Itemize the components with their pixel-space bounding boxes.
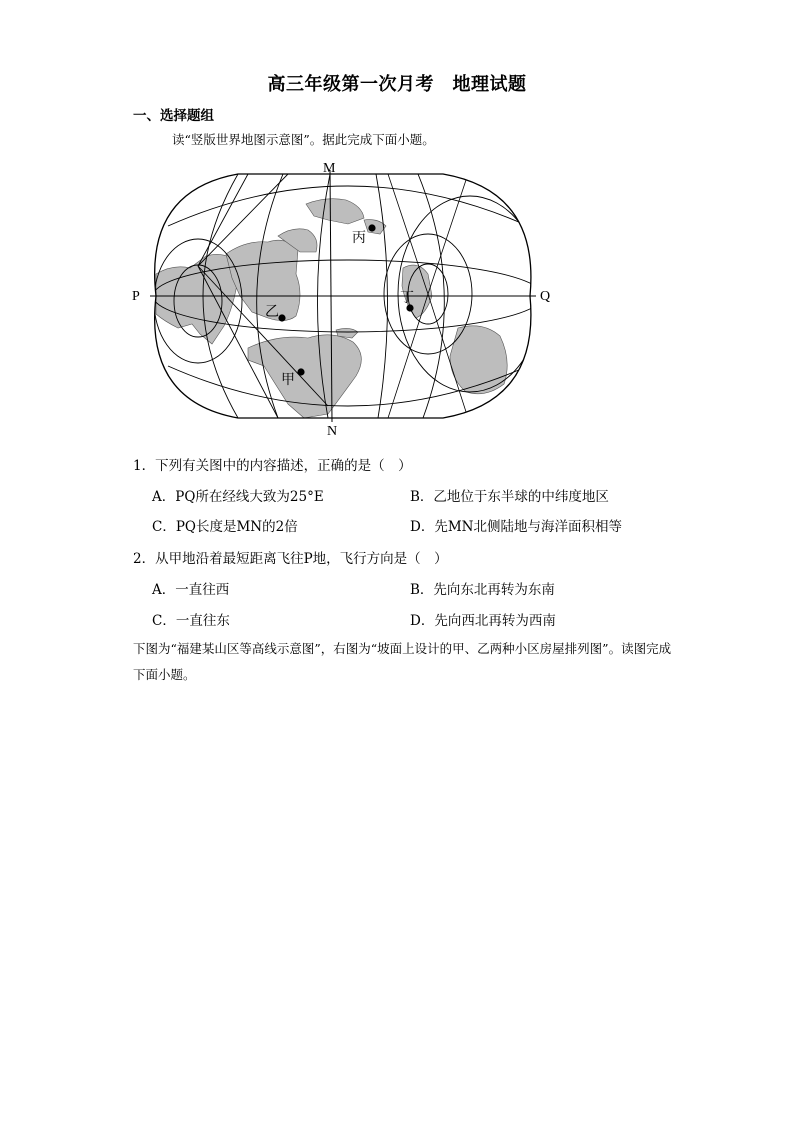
question-1-stem: 1．下列有关图中的内容描述，正确的是（ ）	[133, 458, 412, 474]
point-bing-dot	[368, 224, 375, 231]
section-heading: 一、选择题组	[133, 108, 214, 124]
point-jia-label: 甲	[281, 372, 295, 388]
question-2-option-d[interactable]: D．先向西北再转为西南	[410, 613, 556, 629]
point-yi-dot	[278, 314, 285, 321]
question-1-option-a[interactable]: A．PQ所在经线大致为25°E	[152, 489, 324, 505]
label-m: M	[323, 161, 336, 176]
question-2-option-a[interactable]: A．一直往西	[152, 582, 230, 598]
point-yi-label: 乙	[265, 304, 279, 320]
page-title: 高三年级第一次月考 地理试题	[267, 74, 527, 95]
intro-text: 读“竖版世界地图示意图”。据此完成下面小题。	[172, 132, 435, 147]
question-2-stem: 2．从甲地沿着最短距离飞往P地，飞行方向是（ ）	[133, 551, 448, 567]
point-ding-label: 丁	[400, 290, 414, 306]
label-p: P	[132, 289, 140, 304]
question-1-option-b[interactable]: B．乙地位于东半球的中纬度地区	[410, 489, 609, 505]
question-1-option-c[interactable]: C．PQ长度是MN的2倍	[152, 519, 298, 535]
point-jia-dot	[297, 368, 304, 375]
question-1-option-d[interactable]: D．先MN北侧陆地与海洋面积相等	[410, 519, 622, 535]
label-q: Q	[540, 289, 551, 304]
question-2-option-c[interactable]: C．一直往东	[152, 613, 230, 629]
point-bing-label: 丙	[352, 230, 366, 246]
next-intro-text: 下图为“福建某山区等高线示意图”，右图为“坡面上设计的甲、乙两种小区房屋排列图”。读图完成下面小题。	[133, 641, 672, 682]
vertical-world-map	[128, 156, 568, 438]
label-n: N	[327, 424, 338, 438]
question-2-option-b[interactable]: B．先向东北再转为东南	[410, 582, 555, 598]
